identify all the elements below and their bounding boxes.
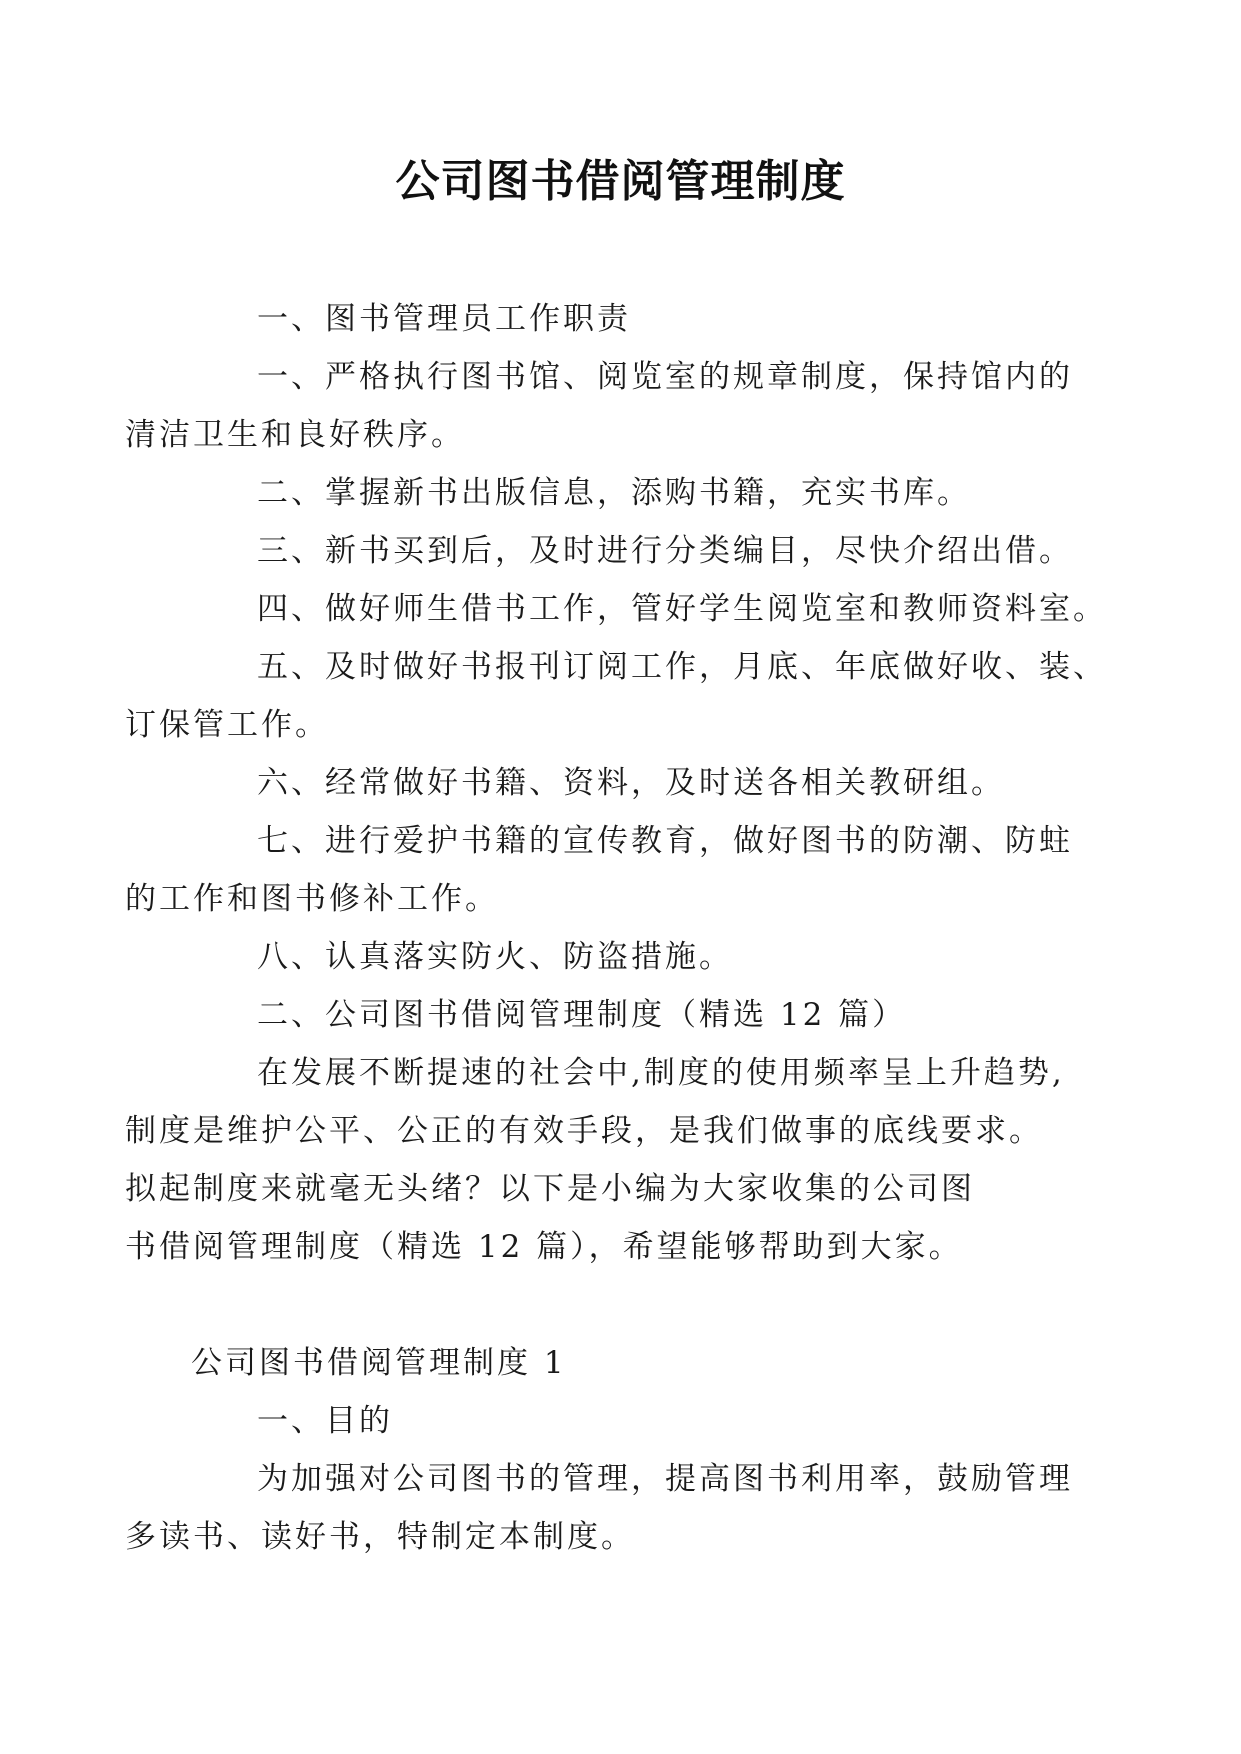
- text-line: 制度是维护公平、公正的有效手段，是我们做事的底线要求。: [125, 1113, 1043, 1149]
- text-line: 公司图书借阅管理制度 1: [191, 1345, 567, 1381]
- text-line: 五、及时做好书报刊订阅工作，月底、年底做好收、装、: [257, 649, 1107, 685]
- paragraph-duty-8: [191, 928, 1061, 986]
- paragraph-intro: [125, 1044, 1065, 1276]
- text-line: 一、目的: [257, 1403, 393, 1439]
- text-line: 在发展不断提速的社会中,制度的使用频率呈上升趋势,: [257, 1055, 1065, 1091]
- paragraph-purpose-heading: [191, 1392, 1061, 1450]
- paragraph-purpose: [125, 1450, 1073, 1566]
- text-line: 为加强对公司图书的管理，提高图书利用率，鼓励管理: [257, 1461, 1073, 1497]
- text-line: 三、新书买到后，及时进行分类编目，尽快介绍出借。: [257, 533, 1073, 569]
- text-line: 二、公司图书借阅管理制度（精选 12 篇）: [257, 997, 907, 1033]
- section-heading: [191, 1334, 1061, 1392]
- text-line: 拟起制度来就毫无头绪？以下是小编为大家收集的公司图: [125, 1171, 975, 1207]
- text-line: 六、经常做好书籍、资料，及时送各相关教研组。: [257, 765, 1005, 801]
- paragraph-section-two-heading: [191, 986, 1061, 1044]
- document-body: [125, 290, 1107, 1566]
- paragraph-duty-5: [125, 638, 1107, 754]
- text-line: 二、掌握新书出版信息，添购书籍，充实书库。: [257, 475, 971, 511]
- paragraph-duty-2: [191, 464, 1061, 522]
- paragraph-duty-4: [191, 580, 1107, 638]
- paragraph-duty-3: [191, 522, 1073, 580]
- text-line: 订保管工作。: [125, 707, 329, 743]
- text-line: 八、认真落实防火、防盗措施。: [257, 939, 733, 975]
- paragraph-spacer: [191, 1276, 1061, 1334]
- text-line: 一、严格执行图书馆、阅览室的规章制度，保持馆内的: [257, 359, 1073, 395]
- document-title: 公司图书借阅管理制度: [395, 156, 846, 207]
- text-line: 的工作和图书修补工作。: [125, 881, 499, 917]
- text-line: 书借阅管理制度（精选 12 篇），希望能够帮助到大家。: [125, 1229, 963, 1265]
- text-line: 四、做好师生借书工作，管好学生阅览室和教师资料室。: [257, 591, 1107, 627]
- text-line: 一、图书管理员工作职责: [257, 301, 631, 337]
- paragraph-duty-7: [125, 812, 1073, 928]
- text-line: 清洁卫生和良好秩序。: [125, 417, 465, 453]
- paragraph-duty-6: [191, 754, 1061, 812]
- text-line: 多读书、读好书，特制定本制度。: [125, 1519, 635, 1555]
- paragraph-duty-1: [125, 348, 1073, 464]
- text-line: 七、进行爱护书籍的宣传教育，做好图书的防潮、防蛀: [257, 823, 1073, 859]
- paragraph-duties-heading: [191, 290, 1061, 348]
